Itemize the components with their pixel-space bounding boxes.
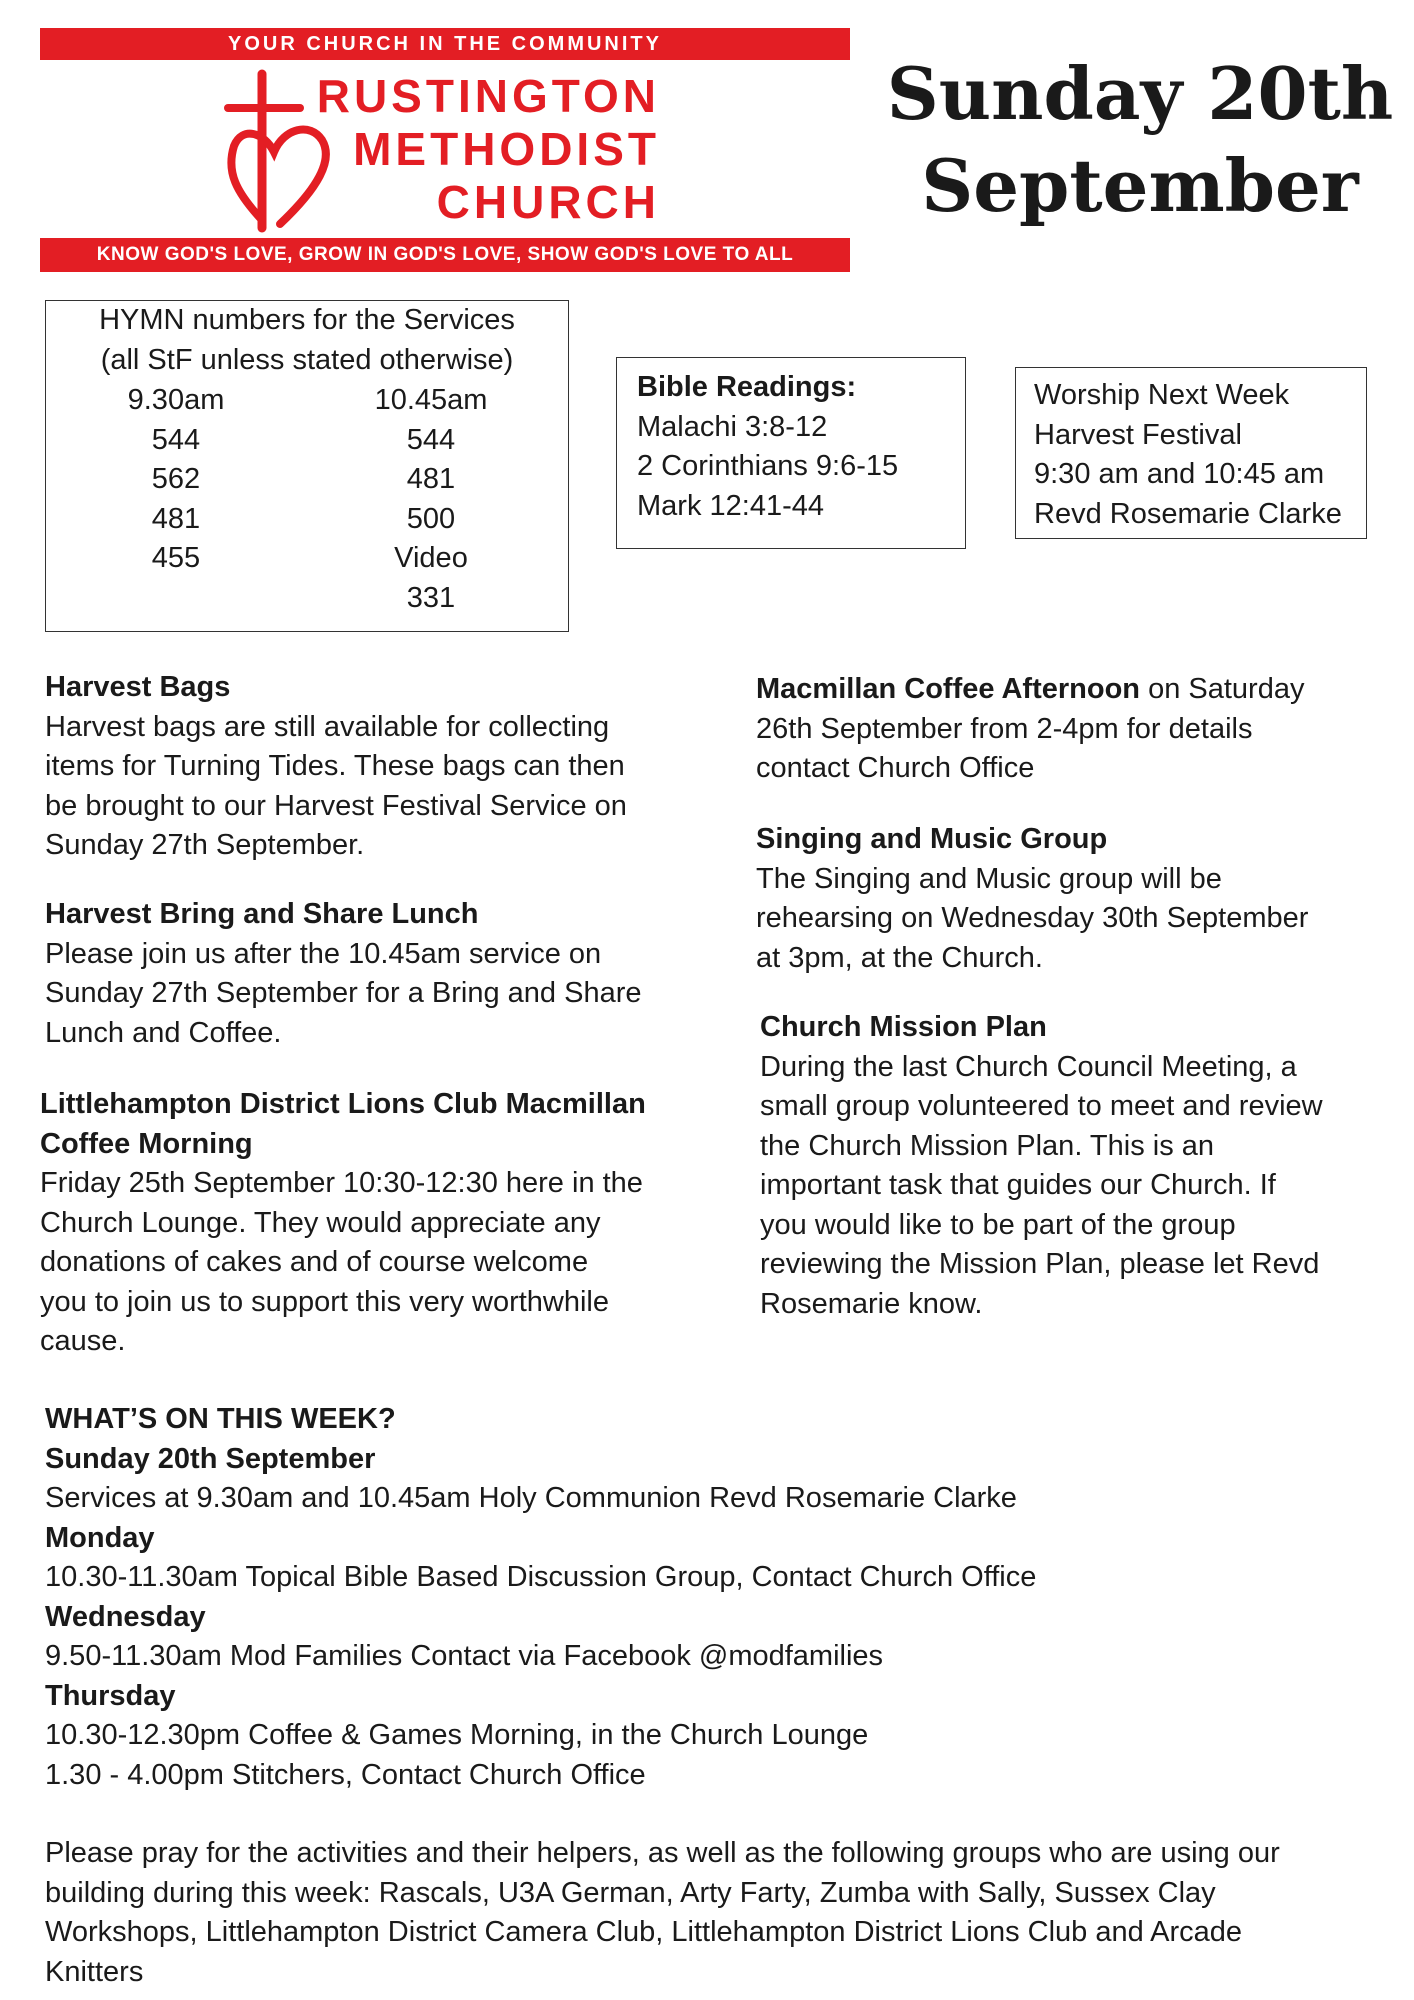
- hymn-number: 455: [151, 542, 201, 574]
- whats-on-day: Wednesday: [45, 1600, 206, 1633]
- hymn-column-header: 9.30am: [127, 384, 225, 416]
- hymn-title: HYMN numbers for the Services: [99, 304, 515, 336]
- worship-line: Harvest Festival: [1034, 418, 1242, 451]
- notice-title: Littlehampton District Lions Club Macmillan: [40, 1088, 646, 1120]
- prayer-line: Workshops, Littlehampton District Camera Club, Littlehampton District Lions Club and Arcade: [45, 1916, 1243, 1948]
- notice-line: items for Turning Tides. These bags can then: [45, 750, 625, 782]
- notice-line: be brought to our Harvest Festival Service on: [45, 789, 627, 822]
- hymn-number: 481: [406, 463, 456, 495]
- prayer-line: building during this week: Rascals, U3A German, Arty Farty, Zumba with Sally, Sussex Clay: [45, 1876, 1216, 1909]
- whats-on-event: 10.30-11.30am Topical Bible Based Discussion Group, Contact Church Office: [45, 1561, 1037, 1593]
- notice-line: cause.: [40, 1325, 126, 1357]
- whats-on-event: 10.30-12.30pm Coffee & Games Morning, in the Church Lounge: [45, 1719, 869, 1751]
- notice-line: Lunch and Coffee.: [45, 1016, 282, 1049]
- notice-harvest-bags: [45, 668, 705, 866]
- notice-title: Macmillan Coffee Afternoon: [756, 673, 1141, 705]
- prayer-paragraph: [45, 1834, 1405, 1992]
- whats-on-day: Thursday: [45, 1679, 176, 1712]
- notice-title: Church Mission Plan: [760, 1011, 1047, 1043]
- notice-line: During the last Church Council Meeting, a: [760, 1050, 1297, 1083]
- logo-name-line-2: METHODIST: [353, 123, 660, 175]
- readings-title: Bible Readings:: [637, 371, 857, 403]
- notice-line: Sunday 27th September for a Bring and Share: [45, 977, 642, 1009]
- hymn-column-header: 10.45am: [374, 384, 488, 416]
- notice-bring-and-share: [45, 895, 705, 1053]
- worship-line: 9:30 am and 10:45 am: [1034, 458, 1325, 490]
- reading-item: Mark 12:41-44: [637, 489, 824, 522]
- worship-next-week-box: [1015, 367, 1367, 539]
- notice-line: reviewing the Mission Plan, please let Revd: [760, 1248, 1320, 1280]
- notice-title: Harvest Bring and Share Lunch: [45, 898, 479, 930]
- hymn-column-930: [106, 381, 246, 579]
- notice-line: the Church Mission Plan. This is an: [760, 1129, 1215, 1162]
- reading-item: 2 Corinthians 9:6-15: [637, 450, 899, 482]
- notice-mission-plan: [760, 1008, 1400, 1324]
- date-title: [870, 48, 1410, 232]
- hymn-column-1045: [351, 381, 511, 618]
- hymn-number: Video: [394, 542, 468, 574]
- bible-readings-box: [616, 357, 966, 549]
- date-title-line-2: September: [921, 143, 1359, 228]
- hymn-number: 331: [406, 581, 456, 614]
- notice-line: 26th September from 2-4pm for details: [756, 712, 1253, 745]
- date-title-line-1: Sunday 20th: [886, 51, 1394, 136]
- notice-singing-group: [756, 820, 1396, 978]
- logo-name-line-1: RUSTINGTON: [316, 70, 660, 122]
- hymn-numbers-box: [45, 300, 569, 632]
- hymn-subtitle: (all StF unless stated otherwise): [100, 343, 514, 376]
- logo-tagline-top: YOUR CHURCH IN THE COMMUNITY: [40, 28, 850, 60]
- whats-on-event: 9.50-11.30am Mod Families Contact via Facebook @modfamilies: [45, 1640, 884, 1672]
- hymn-number: 544: [151, 423, 201, 456]
- notice-line: you to join us to support this very worthwhile: [40, 1285, 609, 1318]
- notice-macmillan-afternoon: [756, 670, 1396, 789]
- notice-lions-club: [40, 1085, 710, 1362]
- notice-line: Please join us after the 10.45am service on: [45, 937, 602, 970]
- prayer-line: Please pray for the activities and their helpers, as well as the following groups who are using our: [45, 1837, 1280, 1869]
- reading-item: Malachi 3:8-12: [637, 410, 828, 443]
- notice-first-line: [756, 670, 1396, 710]
- notice-line: Friday 25th September 10:30-12:30 here in the: [40, 1167, 643, 1199]
- whats-on-day: Sunday 20th September: [45, 1442, 376, 1475]
- notice-line: important task that guides our Church. If: [760, 1169, 1276, 1201]
- notice-line: Harvest bags are still available for collecting: [45, 710, 610, 743]
- hymn-number: 544: [406, 423, 456, 456]
- notice-title: Singing and Music Group: [756, 823, 1108, 855]
- notice-line: Church Lounge. They would appreciate any: [40, 1206, 601, 1239]
- logo-name-line-3: CHURCH: [436, 176, 660, 228]
- notice-title-rest: on Saturday: [1140, 673, 1305, 705]
- notice-title: Coffee Morning: [40, 1127, 253, 1160]
- whats-on-event: Services at 9.30am and 10.45am Holy Communion Revd Rosemarie Clarke: [45, 1482, 1017, 1514]
- notice-title: Harvest Bags: [45, 671, 231, 703]
- notice-line: you would like to be part of the group: [760, 1208, 1236, 1241]
- notice-line: donations of cakes and of course welcome: [40, 1246, 589, 1278]
- hymn-number: 481: [151, 502, 201, 535]
- notice-line: Sunday 27th September.: [45, 829, 365, 861]
- notice-line: Rosemarie know.: [760, 1287, 983, 1320]
- hymn-number: 562: [151, 463, 201, 495]
- whats-on-title: WHAT’S ON THIS WEEK?: [45, 1403, 396, 1435]
- logo-tagline-bottom: KNOW GOD'S LOVE, GROW IN GOD'S LOVE, SHOW GOD'S LOVE TO ALL: [40, 238, 850, 272]
- worship-line: Revd Rosemarie Clarke: [1034, 497, 1342, 530]
- notice-line: rehearsing on Wednesday 30th September: [756, 902, 1309, 934]
- whats-on-event: 1.30 - 4.00pm Stitchers, Contact Church Office: [45, 1758, 646, 1791]
- notice-line: small group volunteered to meet and review: [760, 1090, 1323, 1122]
- notice-line: at 3pm, at the Church.: [756, 941, 1043, 974]
- notice-line: contact Church Office: [756, 752, 1035, 784]
- prayer-line: Knitters: [45, 1955, 144, 1988]
- notice-line: The Singing and Music group will be: [756, 862, 1222, 895]
- whats-on-day: Monday: [45, 1521, 155, 1554]
- worship-line: Worship Next Week: [1034, 379, 1290, 411]
- whats-on-section: [45, 1400, 1405, 1795]
- hymn-number: 500: [406, 502, 456, 535]
